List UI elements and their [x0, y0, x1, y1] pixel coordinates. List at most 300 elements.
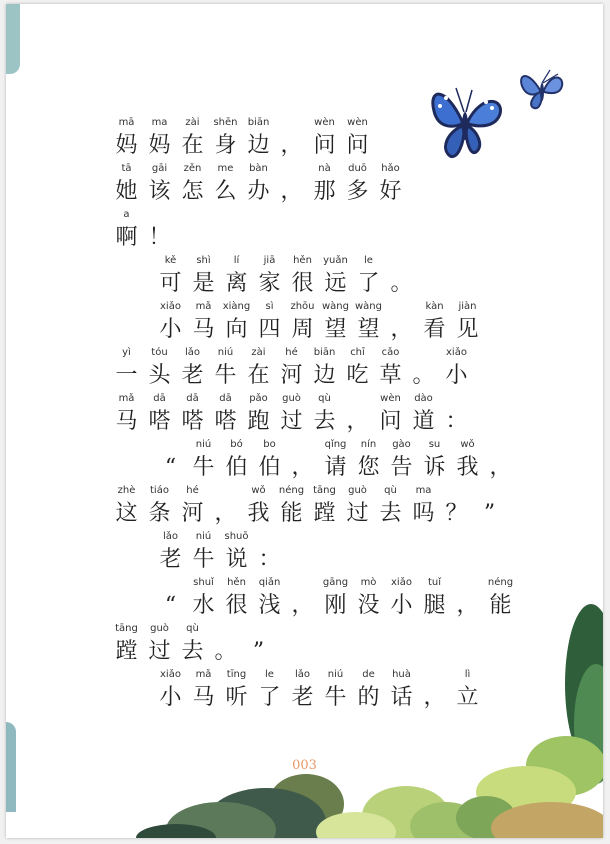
character [176, 162, 209, 205]
character [176, 346, 209, 389]
character [176, 392, 209, 435]
page-number: 003 [292, 758, 317, 773]
hanzi: 河 [280, 363, 303, 388]
pinyin: biān [247, 117, 270, 128]
hanzi: 向 [225, 317, 248, 342]
pinyin: gāng [322, 577, 349, 588]
pinyin: xiǎo [160, 669, 181, 680]
character [374, 392, 407, 435]
pinyin: niú [327, 669, 344, 680]
hanzi: ？ [445, 501, 468, 526]
hanzi: ， [291, 593, 314, 618]
pinyin: tóu [151, 347, 168, 358]
character [275, 484, 308, 527]
character [407, 346, 440, 389]
character [187, 254, 220, 297]
character [143, 346, 176, 389]
pinyin: qù [384, 485, 397, 496]
hanzi: 诉 [423, 455, 446, 480]
hanzi: 。 [390, 271, 413, 296]
pinyin: xiàng [222, 301, 251, 312]
character [341, 392, 374, 435]
hanzi: 她 [115, 179, 138, 204]
pinyin: lǎo [294, 669, 311, 680]
character [352, 300, 385, 343]
hanzi: 请 [324, 455, 347, 480]
pinyin: niú [195, 439, 212, 450]
character [319, 438, 352, 481]
pinyin: wǒ [251, 485, 266, 496]
pinyin: qiǎn [258, 577, 281, 588]
pinyin: ma [151, 117, 168, 128]
character [374, 346, 407, 389]
character [253, 300, 286, 343]
character [275, 392, 308, 435]
hanzi: 看 [423, 317, 446, 342]
text-line [154, 530, 286, 573]
hanzi: 牛 [324, 685, 347, 710]
hanzi: ， [280, 179, 303, 204]
hanzi: 您 [357, 455, 380, 480]
character [187, 300, 220, 343]
hanzi: 家 [258, 271, 281, 296]
pinyin: tīng [226, 669, 247, 680]
hanzi: 我 [456, 455, 479, 480]
character [385, 254, 418, 297]
character [143, 484, 176, 527]
hanzi: 小 [390, 593, 413, 618]
hanzi: ” [252, 639, 265, 664]
hanzi: 蹚 [115, 639, 138, 664]
character [253, 530, 286, 573]
pinyin: xiǎo [160, 301, 181, 312]
character [484, 438, 517, 481]
text-line [110, 346, 473, 389]
pinyin: hé [285, 347, 298, 358]
hanzi: 腿 [423, 593, 446, 618]
pinyin: shuō [224, 531, 249, 542]
pinyin: gāi [151, 163, 168, 174]
hanzi: 多 [346, 179, 369, 204]
pinyin: le [364, 255, 373, 266]
text-line [154, 438, 517, 481]
character [319, 300, 352, 343]
hanzi: 立 [456, 685, 479, 710]
character [209, 346, 242, 389]
character [154, 438, 187, 481]
hanzi: 过 [280, 409, 303, 434]
pinyin: dā [186, 393, 199, 404]
hanzi: 那 [313, 179, 336, 204]
pinyin: guò [348, 485, 367, 496]
hanzi: ， [214, 501, 237, 526]
hanzi: 离 [225, 271, 248, 296]
hanzi: 老 [159, 547, 182, 572]
character [451, 438, 484, 481]
hanzi: 浅 [258, 593, 281, 618]
hanzi: “ [164, 455, 177, 480]
character [451, 300, 484, 343]
hanzi: 老 [181, 363, 204, 388]
character [275, 346, 308, 389]
hanzi: 么 [214, 179, 237, 204]
pinyin: niú [217, 347, 234, 358]
pinyin: xiǎo [391, 577, 412, 588]
hanzi: 可 [159, 271, 182, 296]
hanzi: 很 [225, 593, 248, 618]
character [407, 484, 440, 527]
character [341, 484, 374, 527]
character [374, 484, 407, 527]
character [220, 438, 253, 481]
character [352, 254, 385, 297]
hanzi: 见 [456, 317, 479, 342]
character [209, 392, 242, 435]
hanzi: 妈 [115, 133, 138, 158]
character [308, 484, 341, 527]
hanzi: 牛 [192, 455, 215, 480]
character [253, 438, 286, 481]
pinyin: hé [186, 485, 199, 496]
pinyin: mā [118, 117, 135, 128]
hanzi: 该 [148, 179, 171, 204]
hanzi: 问 [313, 133, 336, 158]
pinyin: bàn [249, 163, 268, 174]
pinyin: biān [313, 347, 336, 358]
hanzi: 听 [225, 685, 248, 710]
hanzi: 吃 [346, 363, 369, 388]
hanzi: 我 [247, 501, 270, 526]
pinyin: shì [196, 255, 211, 266]
hanzi: ， [489, 455, 512, 480]
hanzi: 嗒 [214, 409, 237, 434]
hanzi: 过 [346, 501, 369, 526]
pinyin: nín [360, 439, 377, 450]
character [143, 116, 176, 159]
hanzi: 边 [313, 363, 336, 388]
hanzi: ， [423, 685, 446, 710]
pinyin: ma [415, 485, 432, 496]
character [286, 300, 319, 343]
pinyin: huà [392, 669, 411, 680]
character [440, 392, 473, 435]
pinyin: zài [185, 117, 200, 128]
character [154, 530, 187, 573]
pinyin: lí [233, 255, 240, 266]
pinyin: sì [265, 301, 274, 312]
pinyin: chī [350, 347, 365, 358]
pinyin: dào [414, 393, 433, 404]
text-line [110, 484, 506, 527]
hanzi: 过 [148, 639, 171, 664]
pinyin: mǎ [195, 669, 212, 680]
pinyin: zhōu [290, 301, 315, 312]
character [418, 300, 451, 343]
text-line [110, 208, 176, 251]
hanzi: 河 [181, 501, 204, 526]
hanzi: 牛 [192, 547, 215, 572]
character [253, 254, 286, 297]
hanzi: 没 [357, 593, 380, 618]
character [220, 530, 253, 573]
hanzi: 好 [379, 179, 402, 204]
pinyin: duō [348, 163, 367, 174]
hanzi: 四 [258, 317, 281, 342]
pinyin: qǐng [324, 439, 347, 450]
pinyin: wèn [347, 117, 368, 128]
pinyin: tāng [115, 623, 138, 634]
character [275, 116, 308, 159]
pinyin: lì [464, 669, 471, 680]
hanzi: ： [258, 547, 281, 572]
hanzi: 去 [181, 639, 204, 664]
pinyin: tāng [313, 485, 336, 496]
hanzi: 一 [115, 363, 138, 388]
hanzi: 办 [247, 179, 270, 204]
hanzi: 条 [148, 501, 171, 526]
hanzi: 望 [324, 317, 347, 342]
hanzi: 周 [291, 317, 314, 342]
pinyin: néng [278, 485, 305, 496]
pinyin: guò [150, 623, 169, 634]
pinyin: pǎo [249, 393, 268, 404]
pinyin: zhè [117, 485, 136, 496]
hanzi: 蹚 [313, 501, 336, 526]
hanzi: 在 [181, 133, 204, 158]
pinyin: kě [164, 255, 177, 266]
hanzi: 嗒 [181, 409, 204, 434]
hanzi: 老 [291, 685, 314, 710]
pinyin: hěn [227, 577, 246, 588]
hanzi: 妈 [148, 133, 171, 158]
hanzi: 在 [247, 363, 270, 388]
hanzi: 。 [214, 639, 237, 664]
character [154, 254, 187, 297]
character [154, 300, 187, 343]
hanzi: 吗 [412, 501, 435, 526]
hanzi: 边 [247, 133, 270, 158]
pinyin: kàn [425, 301, 444, 312]
pinyin: lǎo [162, 531, 179, 542]
hanzi: 去 [313, 409, 336, 434]
hanzi: 跑 [247, 409, 270, 434]
hanzi: “ [164, 593, 177, 618]
hanzi: 望 [357, 317, 380, 342]
character [308, 116, 341, 159]
character [176, 484, 209, 527]
pinyin: tuǐ [427, 577, 442, 588]
hanzi: 伯 [258, 455, 281, 480]
hanzi: 刚 [324, 593, 347, 618]
character [242, 484, 275, 527]
pinyin: bo [263, 439, 276, 450]
hanzi: ， [456, 593, 479, 618]
pinyin: néng [487, 577, 514, 588]
text-line [110, 162, 407, 205]
character [374, 162, 407, 205]
pinyin: bó [230, 439, 243, 450]
character [242, 392, 275, 435]
pinyin: zài [251, 347, 266, 358]
pinyin: qù [318, 393, 331, 404]
book-page [6, 4, 603, 838]
pinyin: nà [318, 163, 331, 174]
hanzi: 说 [225, 547, 248, 572]
pinyin: wèn [380, 393, 401, 404]
pinyin: dā [219, 393, 232, 404]
hanzi: 嗒 [148, 409, 171, 434]
pinyin: mǎ [195, 301, 212, 312]
character [220, 254, 253, 297]
character [209, 116, 242, 159]
hanzi: 。 [412, 363, 435, 388]
pinyin: dā [153, 393, 166, 404]
character [110, 346, 143, 389]
hanzi: 告 [390, 455, 413, 480]
text-line [154, 254, 418, 297]
hanzi: 了 [258, 685, 281, 710]
hanzi: ： [445, 409, 468, 434]
pinyin: niú [195, 531, 212, 542]
text-line [110, 392, 473, 435]
character [440, 346, 473, 389]
pinyin: shuǐ [193, 577, 214, 588]
character [143, 392, 176, 435]
pinyin: gào [392, 439, 411, 450]
hanzi: 水 [192, 593, 215, 618]
hanzi: 能 [280, 501, 303, 526]
character [143, 162, 176, 205]
pinyin: xiǎo [446, 347, 467, 358]
hanzi: 小 [159, 685, 182, 710]
character [440, 484, 473, 527]
pinyin: jiàn [458, 301, 477, 312]
character [110, 208, 143, 251]
pinyin: cǎo [381, 347, 400, 358]
character [385, 438, 418, 481]
hanzi: ， [291, 455, 314, 480]
hanzi: 这 [115, 501, 138, 526]
character [418, 438, 451, 481]
pinyin: guò [282, 393, 301, 404]
hanzi: 小 [445, 363, 468, 388]
character [209, 162, 242, 205]
character [176, 116, 209, 159]
pinyin: hǎo [381, 163, 400, 174]
character [308, 162, 341, 205]
character [110, 162, 143, 205]
hanzi: 很 [291, 271, 314, 296]
pinyin: zěn [183, 163, 202, 174]
hanzi: 啊 [115, 225, 138, 250]
pinyin: mǎ [118, 393, 135, 404]
hanzi: 了 [357, 271, 380, 296]
character [110, 392, 143, 435]
character [187, 438, 220, 481]
hanzi: 去 [379, 501, 402, 526]
hanzi: 问 [346, 133, 369, 158]
pinyin: hěn [293, 255, 312, 266]
character [308, 346, 341, 389]
hanzi: 头 [148, 363, 171, 388]
hanzi: 马 [115, 409, 138, 434]
pinyin: a [123, 209, 130, 220]
pinyin: wǒ [460, 439, 475, 450]
character [341, 162, 374, 205]
hanzi: 道 [412, 409, 435, 434]
hanzi: 伯 [225, 455, 248, 480]
hanzi: 能 [489, 593, 512, 618]
hanzi: 马 [192, 685, 215, 710]
hanzi: 小 [159, 317, 182, 342]
character [341, 116, 374, 159]
character [143, 208, 176, 251]
pinyin: le [265, 669, 274, 680]
pinyin: jiā [263, 255, 276, 266]
character [473, 484, 506, 527]
hanzi: ” [483, 501, 496, 526]
hanzi: 身 [214, 133, 237, 158]
pinyin: me [217, 163, 234, 174]
character [242, 346, 275, 389]
pinyin: wèn [314, 117, 335, 128]
character [308, 392, 341, 435]
character [286, 438, 319, 481]
character [341, 346, 374, 389]
text-line [154, 300, 484, 343]
hanzi: ， [390, 317, 413, 342]
pinyin: yì [122, 347, 131, 358]
hanzi: 远 [324, 271, 347, 296]
hanzi: 的 [357, 685, 380, 710]
character [275, 162, 308, 205]
hanzi: 草 [379, 363, 402, 388]
hanzi: ， [280, 133, 303, 158]
pinyin: tiáo [150, 485, 169, 496]
character [286, 254, 319, 297]
character [209, 484, 242, 527]
character [242, 162, 275, 205]
character [319, 254, 352, 297]
character [220, 300, 253, 343]
pinyin: de [362, 669, 375, 680]
hanzi: 牛 [214, 363, 237, 388]
pinyin: lǎo [184, 347, 201, 358]
hanzi: 马 [192, 317, 215, 342]
pinyin: wàng [322, 301, 349, 312]
pinyin: qù [186, 623, 199, 634]
pinyin: shēn [213, 117, 238, 128]
pinyin: su [428, 439, 441, 450]
hanzi: ， [346, 409, 369, 434]
hanzi: 话 [390, 685, 413, 710]
hanzi: ！ [148, 225, 171, 250]
character [110, 116, 143, 159]
pinyin: mò [360, 577, 377, 588]
character [407, 392, 440, 435]
hills-illustration [6, 604, 603, 838]
text-line [110, 116, 374, 159]
character [110, 484, 143, 527]
character [242, 116, 275, 159]
pinyin: wàng [355, 301, 382, 312]
pinyin: yuǎn [323, 255, 348, 266]
character [385, 300, 418, 343]
character [352, 438, 385, 481]
character [187, 530, 220, 573]
hanzi: 问 [379, 409, 402, 434]
hanzi: 是 [192, 271, 215, 296]
